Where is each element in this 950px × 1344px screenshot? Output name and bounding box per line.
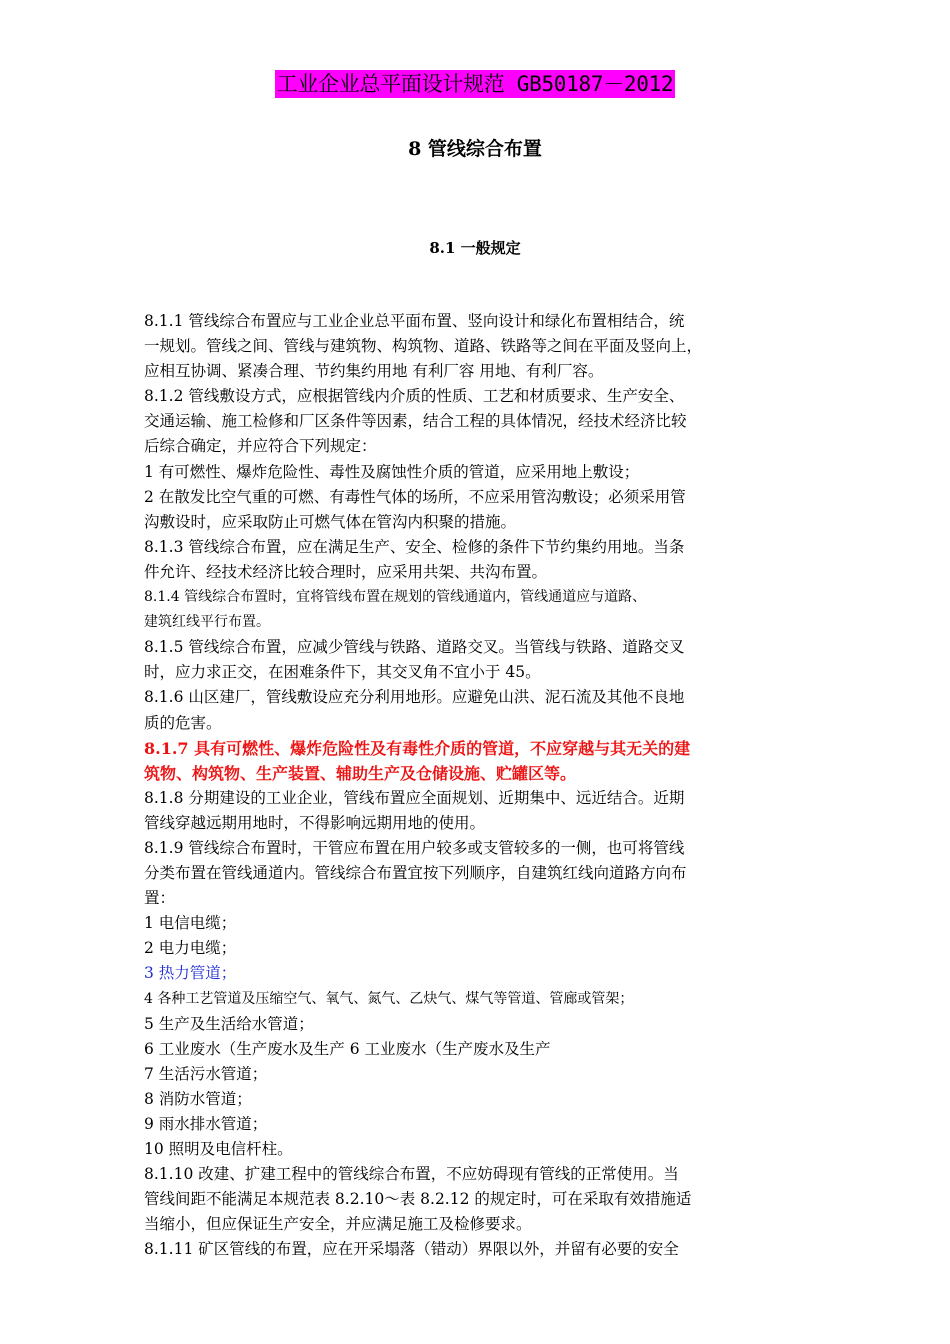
body-line: 质的危害。	[144, 713, 222, 732]
body-line: 管线间距不能满足本规范表 8.2.10～表 8.2.12 的规定时，可在采取有效措施适	[144, 1190, 692, 1209]
body-line: 8 消防水管道；	[144, 1089, 252, 1108]
body-line: 6 工业废水（生产废水及生产 6 工业废水（生产废水及生产	[144, 1039, 551, 1058]
body-line: 置：	[144, 889, 176, 908]
body-line: 8.1.8 分期建设的工业企业，管线布置应全面规划、近期集中、远近结合。近期	[144, 788, 685, 807]
body-line: 10 照明及电信杆柱。	[144, 1140, 293, 1159]
body-line: 9 雨水排水管道；	[144, 1115, 268, 1133]
body-line: 4 各种工艺管道及压缩空气、氧气、氮气、乙炔气、煤气等管道、管廊或管架；	[144, 990, 634, 1007]
body-line: 8.1.5 管线综合布置，应减少管线与铁路、道路交叉。当管线与铁路、道路交叉	[144, 638, 685, 657]
body-line: 时，应力求正交，在困难条件下，其交叉角不宜小于 45。	[144, 663, 541, 682]
body-line: 8.1.4 管线综合布置时，宜将管线布置在规划的管线通道内，管线通道应与道路、	[144, 589, 647, 606]
body-line: 2 电力电缆；	[144, 939, 237, 958]
body-line: 8.1.7 具有可燃性、爆炸危险性及有毒性介质的管道，不应穿越与其无关的建	[144, 738, 691, 758]
body-line: 8.1.11 矿区管线的布置，应在开采塌落（错动）界限以外，并留有必要的安全	[144, 1240, 679, 1259]
body-line: 3 热力管道；	[144, 964, 237, 983]
body-line: 建筑红线平行布置。	[144, 614, 270, 631]
body-line: 7 生活污水管道；	[144, 1064, 268, 1083]
body-line: 筑物、构筑物、生产装置、辅助生产及仓储设施、贮罐区等。	[144, 763, 577, 783]
body-line: 件允许、经技术经济比较合理时，应采用共架、共沟布置。	[144, 562, 548, 581]
body-line: 2 在散发比空气重的可燃、有毒性气体的场所，不应采用管沟敷设；必须采用管	[144, 487, 686, 506]
body-line: 8.1.1 管线综合布置应与工业企业总平面布置、竖向设计和绿化布置相结合，统	[144, 312, 685, 330]
body-line: 管线穿越远期用地时，不得影响远期用地的使用。	[144, 813, 486, 832]
body-line: 交通运输、施工检修和厂区条件等因素，结合工程的具体情况，经技术经济比较	[144, 412, 687, 431]
body-line: 后综合确定，并应符合下列规定：	[144, 437, 377, 456]
body-line: 分类布置在管线通道内。管线综合布置宜按下列顺序，自建筑红线向道路方向布	[144, 864, 687, 883]
body-line: 1 电信电缆；	[144, 914, 237, 933]
document-body	[144, 309, 834, 1263]
chapter-heading: 8 管线综合布置	[408, 138, 542, 160]
body-line: 5 生产及生活给水管道；	[144, 1014, 314, 1033]
body-line: 一规划。管线之间、管线与建筑物、构筑物、道路、铁路等之间在平面及竖向上，	[144, 337, 703, 356]
body-line: 1 有可燃性、爆炸危险性、毒性及腐蚀性介质的管道，应采用地上敷设；	[144, 462, 640, 481]
body-line: 当缩小，但应保证生产安全，并应满足施工及检修要求。	[144, 1215, 532, 1234]
body-line: 8.1.3 管线综合布置，应在满足生产、安全、检修的条件下节约集约用地。当条	[144, 537, 685, 556]
section-heading: 8.1 一般规定	[429, 239, 521, 257]
body-line: 8.1.2 管线敷设方式，应根据管线内介质的性质、工艺和材质要求、生产安全、	[144, 387, 685, 406]
document-title-bar	[0, 70, 950, 98]
body-line: 应相互协调、紧凑合理、节约集约用地 有利厂容 用地、有利厂容。	[144, 362, 604, 381]
body-line: 8.1.9 管线综合布置时，干管应布置在用户较多或支管较多的一侧，也可将管线	[144, 838, 685, 857]
body-line: 8.1.6 山区建厂，管线敷设应充分利用地形。应避免山洪、泥石流及其他不良地	[144, 688, 685, 707]
document-title: 工业企业总平面设计规范 GB50187－2012	[276, 72, 674, 96]
body-line: 沟敷设时，应采取防止可燃气体在管沟内积聚的措施。	[144, 512, 517, 531]
body-line: 8.1.10 改建、扩建工程中的管线综合布置，不应妨碍现有管线的正常使用。当	[144, 1165, 679, 1184]
